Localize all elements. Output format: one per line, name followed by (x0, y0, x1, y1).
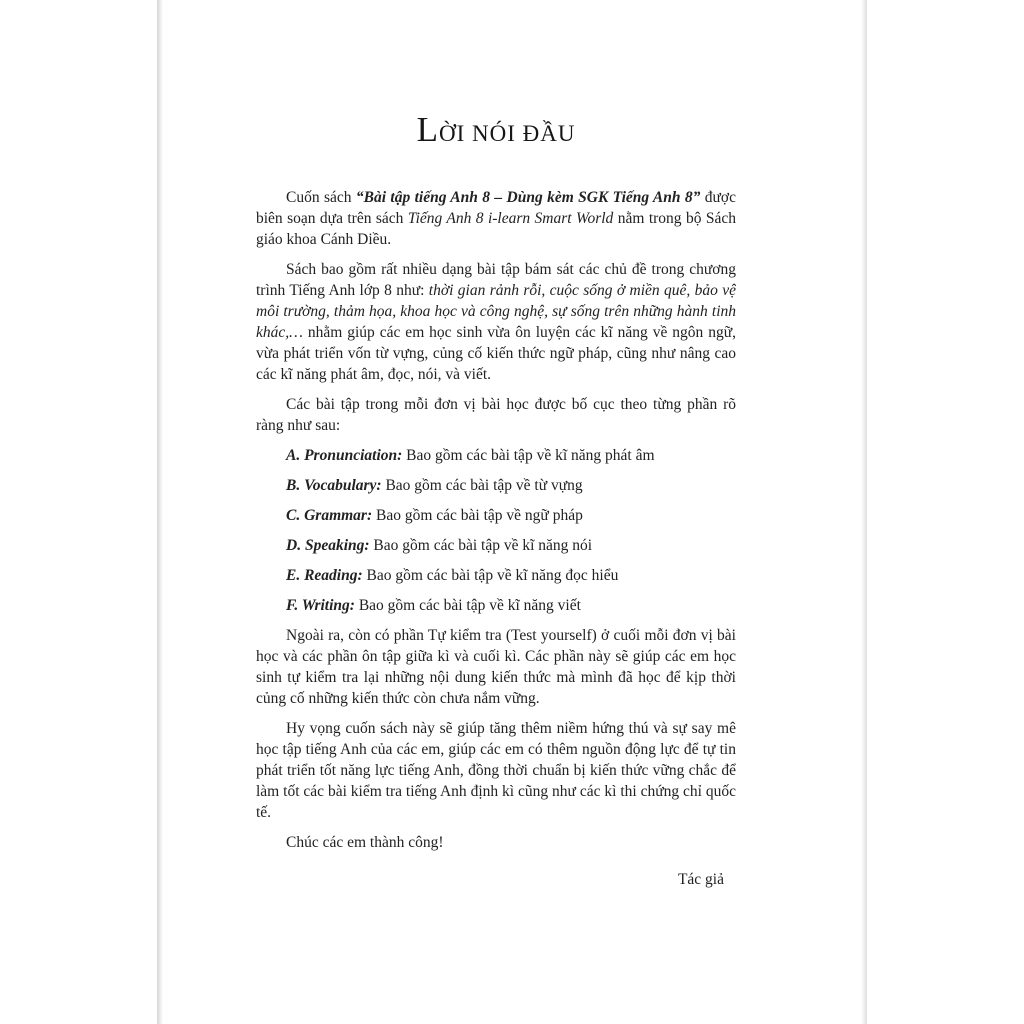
list-item-pronunciation (286, 445, 736, 466)
text-segment: Các bài tập trong mỗi đơn vị bài học được bố cục theo từng phần rõ ràng như sau: (256, 396, 736, 434)
text-segment: C. Grammar: (286, 507, 373, 524)
list-item-writing (286, 595, 736, 616)
text-segment: Bao gồm các bài tập về kĩ năng đọc hiểu (362, 567, 619, 584)
paragraph-hope (256, 718, 736, 823)
text-segment: thời gian rảnh rỗi, cuộc sống ở miền quê, bảo vệ môi trường, thảm họa, khoa học và công nghệ, sự sống trên những hành tinh khác,… (256, 282, 736, 341)
paragraph-test-yourself (256, 625, 736, 709)
text-segment: Cuốn sách (286, 189, 356, 206)
text-segment: Bao gồm các bài tập về ngữ pháp (372, 507, 583, 524)
book-page (160, 0, 865, 1024)
page-content (256, 112, 736, 899)
list-item-reading (286, 565, 736, 586)
paragraph-contents (256, 259, 736, 385)
text-segment: A. Pronunciation: (286, 447, 403, 464)
text-segment: Bao gồm các bài tập về từ vựng (381, 477, 583, 494)
list-item-vocabulary (286, 475, 736, 496)
text-segment: Bao gồm các bài tập về kĩ năng nói (369, 537, 593, 554)
list-item-grammar (286, 505, 736, 526)
text-segment: Ngoài ra, còn có phần Tự kiểm tra (Test yourself) ở cuối mỗi đơn vị bài học và các phần ôn tập giữa kì và cuối kì. Các phần này sẽ giúp các em học sinh tự kiểm tra lại những nội dung kiến thức mà mình đã học để kịp thời củng cố những kiến thức còn chưa nắm vững. (256, 627, 736, 707)
text-segment: nhằm giúp các em học sinh vừa ôn luyện các kĩ năng về ngôn ngữ, vừa phát triển vốn từ vựng, củng cố kiến thức ngữ pháp, cũng như nâng cao các kĩ năng phát âm, đọc, nói, và viết. (256, 324, 736, 383)
paragraph-closing (256, 832, 736, 853)
text-segment: Hy vọng cuốn sách này sẽ giúp tăng thêm niềm hứng thú và sự say mê học tập tiếng Anh của các em, giúp các em có thêm nguồn động lực để tự tin phát triển tốt năng lực tiếng Anh, đồng thời chuẩn bị kiến thức vững chắc để làm tốt các bài kiểm tra tiếng Anh định kì cũng như các kì thi chứng chỉ quốc tế. (256, 720, 736, 821)
paragraph-intro (256, 187, 736, 250)
list-item-speaking (286, 535, 736, 556)
text-segment: Chúc các em thành công! (286, 834, 444, 851)
text-segment: Bao gồm các bài tập về kĩ năng phát âm (402, 447, 655, 464)
text-segment: nằm trong bộ Sách giáo khoa Cánh Diều. (256, 210, 736, 248)
text-segment: E. Reading: (286, 567, 363, 584)
paragraph-structure (256, 394, 736, 436)
text-segment: Tiếng Anh 8 i-learn Smart World (407, 210, 614, 227)
text-segment: Bao gồm các bài tập về kĩ năng viết (354, 597, 581, 614)
page-title: LỜI NÓI ĐẦU (416, 110, 576, 149)
author-signature (256, 869, 736, 890)
text-segment: “Bài tập tiếng Anh 8 – Dùng kèm SGK Tiếng Anh 8” (355, 189, 701, 206)
text-segment: D. Speaking: (286, 537, 370, 554)
text-segment: Sách bao gồm rất nhiều dạng bài tập bám sát các chủ đề trong chương trình Tiếng Anh lớp 8 như: (256, 261, 736, 299)
text-segment: Tác giả (677, 871, 724, 888)
page-body (256, 187, 736, 890)
text-segment: B. Vocabulary: (286, 477, 382, 494)
text-segment: F. Writing: (286, 597, 355, 614)
text-segment: được biên soạn dựa trên sách (256, 189, 736, 227)
